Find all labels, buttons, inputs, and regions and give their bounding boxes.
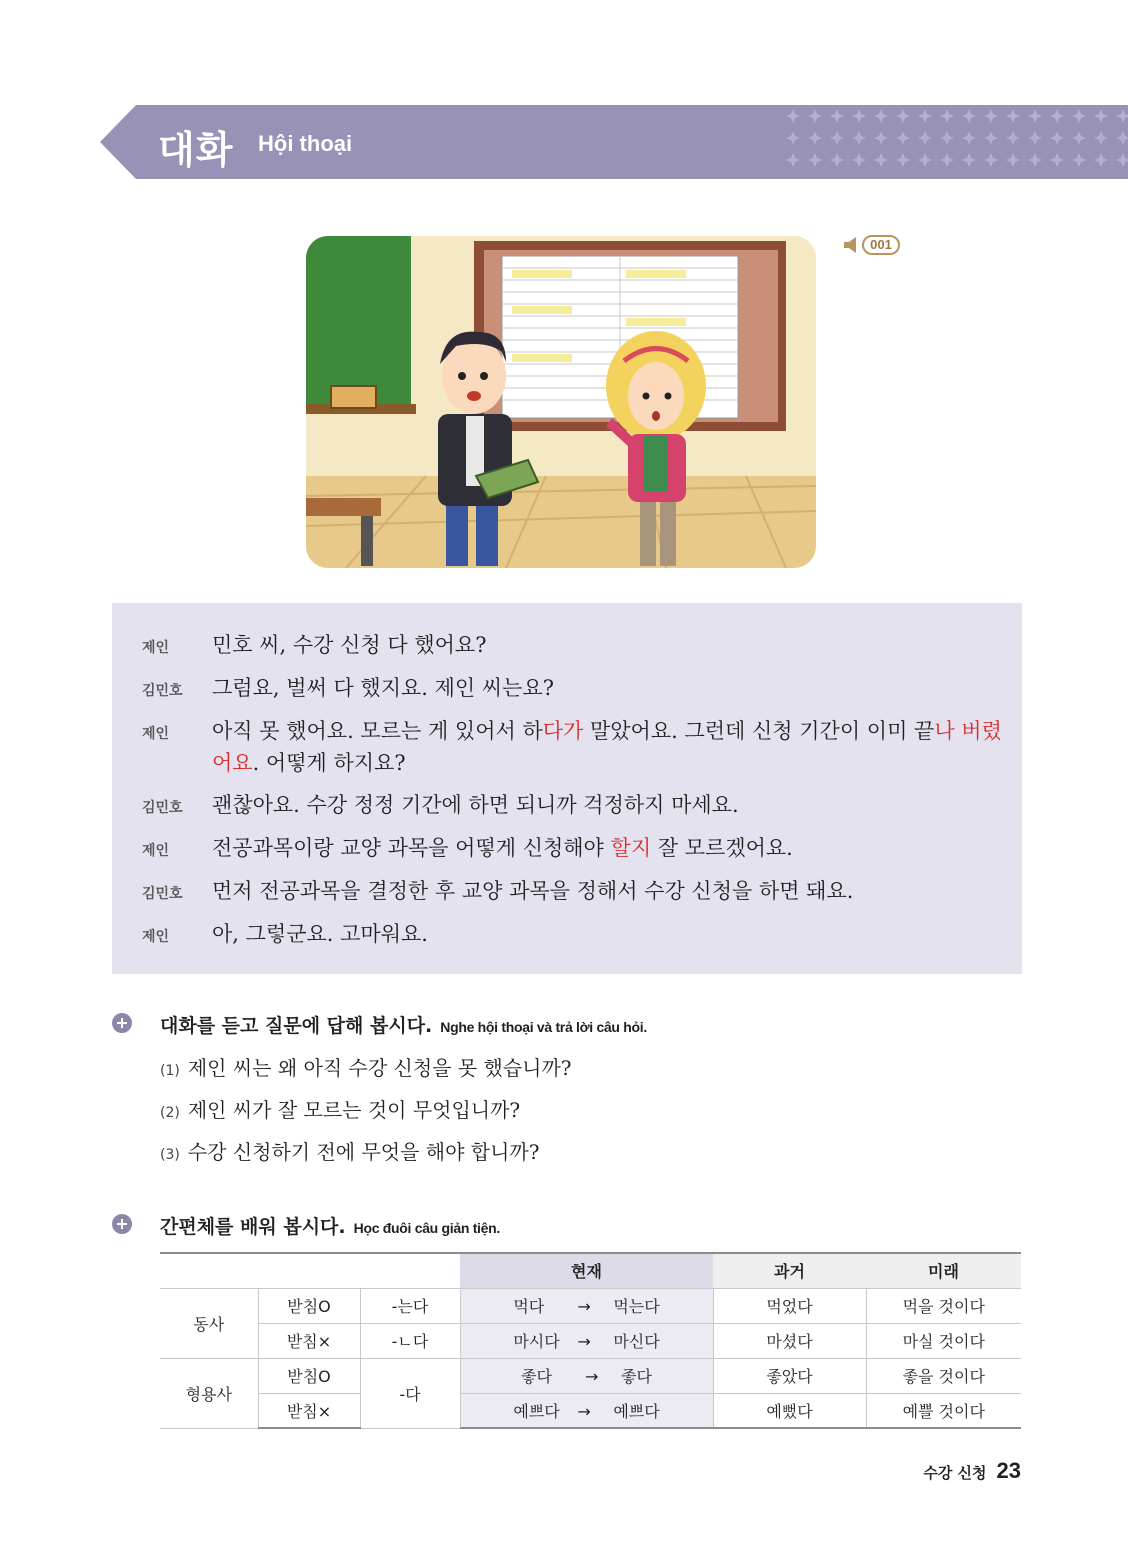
present-cell [460, 1323, 713, 1358]
speech-part: 전공과목이랑 교양 과목을 어떻게 신청해야 [212, 836, 611, 860]
grammar-table [160, 1252, 1021, 1429]
section-title: 대화 [158, 128, 234, 172]
ending-cell: -는다 [360, 1288, 460, 1323]
plus-circle-icon [112, 1214, 132, 1234]
future-cell: 좋을 것이다 [866, 1358, 1021, 1393]
future-cell: 예쁠 것이다 [866, 1393, 1021, 1428]
speech-text [212, 715, 1002, 779]
speech-text: 괜찮아요. 수강 정정 기간에 하면 되니까 걱정하지 마세요. [212, 793, 739, 817]
question-number: (3) [160, 1147, 180, 1163]
question-item [160, 1136, 539, 1165]
speaker-name: 김민호 [142, 683, 183, 699]
audio-track[interactable] [842, 233, 902, 257]
speaker-name: 제인 [142, 843, 170, 859]
speech-text: 먼저 전공과목을 결정한 후 교양 과목을 정해서 수강 신청을 하면 돼요. [212, 879, 854, 903]
exercise-title [160, 1212, 500, 1239]
page-footer [923, 1458, 1021, 1484]
table-row [160, 1288, 1021, 1323]
arrow-icon: → [577, 1297, 591, 1316]
arrow-icon: → [585, 1367, 599, 1386]
present-form: 예쁘다 [613, 1401, 660, 1421]
past-cell: 좋았다 [713, 1358, 866, 1393]
speaker-name: 제인 [142, 640, 170, 656]
present-form: 먹는다 [613, 1297, 660, 1316]
ending-cell: -다 [360, 1358, 460, 1428]
past-cell: 예뻤다 [713, 1393, 866, 1428]
question-text: 제인 씨는 왜 아직 수강 신청을 못 했습니까? [187, 1056, 572, 1080]
speaker-name: 김민호 [142, 800, 183, 816]
category-adjective: 형용사 [160, 1358, 258, 1428]
speech-text: 민호 씨, 수강 신청 다 했어요? [212, 633, 487, 657]
future-cell: 마실 것이다 [866, 1323, 1021, 1358]
exercise-title-ko: 대화를 듣고 질문에 답해 봅시다. [160, 1015, 433, 1037]
present-cell [460, 1358, 713, 1393]
base-form: 먹다 [513, 1297, 545, 1316]
header-future: 미래 [866, 1253, 1021, 1288]
category-verb: 동사 [160, 1288, 258, 1358]
question-item [160, 1052, 572, 1081]
past-cell: 마셨다 [713, 1323, 866, 1358]
exercise-title-vi: Học đuôi câu giản tiện. [353, 1220, 500, 1236]
present-form: 마신다 [613, 1332, 660, 1351]
question-number: (2) [160, 1105, 180, 1121]
header-past: 과거 [713, 1253, 866, 1288]
table-row [160, 1323, 1021, 1358]
speaker-name: 김민호 [142, 886, 183, 902]
exercise-title-ko: 간편체를 배워 봅시다. [160, 1216, 346, 1238]
exercise-title-vi: Nghe hội thoại và trả lời câu hỏi. [440, 1019, 647, 1035]
plus-circle-icon [112, 1013, 132, 1033]
question-number: (1) [160, 1063, 180, 1079]
dialogue-box [112, 603, 1022, 974]
chapter-name: 수강 신청 [923, 1464, 987, 1482]
section-subtitle: Hội thoại [258, 131, 353, 156]
speech-part: 아직 못 했어요. 모르는 게 있어서 하 [212, 719, 543, 743]
speaker-name: 제인 [142, 726, 170, 742]
header-present: 현재 [460, 1253, 713, 1288]
batchim-cell: 받침× [258, 1393, 360, 1428]
base-form: 마시다 [513, 1332, 560, 1351]
highlight-grammar: 할지 [610, 836, 652, 860]
question-text: 제인 씨가 잘 모르는 것이 무엇입니까? [187, 1098, 521, 1122]
speech-part: 잘 모르겠어요. [651, 836, 793, 860]
future-cell: 먹을 것이다 [866, 1288, 1021, 1323]
base-form: 예쁘다 [513, 1401, 560, 1421]
question-text: 수강 신청하기 전에 무엇을 해야 합니까? [187, 1140, 540, 1164]
question-item [160, 1094, 520, 1123]
base-form: 좋다 [521, 1367, 552, 1386]
highlight-grammar: 다가 [542, 719, 584, 743]
speech-part: 말았어요. 그런데 신청 기간이 이미 끝 [583, 719, 935, 743]
present-cell [460, 1393, 713, 1428]
table-row [160, 1393, 1021, 1428]
ending-cell: -ㄴ다 [360, 1323, 460, 1358]
banner-shape [100, 105, 1128, 179]
speech-text: 그럼요, 벌써 다 했지요. 제인 씨는요? [212, 676, 554, 700]
present-form: 좋다 [621, 1367, 652, 1386]
arrow-icon: → [577, 1332, 591, 1351]
batchim-cell: 받침O [258, 1358, 360, 1393]
past-cell: 먹었다 [713, 1288, 866, 1323]
speech-part: . 어떻게 하지요? [252, 751, 406, 775]
highlight-grammar: 나 버렸 [934, 719, 1002, 743]
speaker-name: 제인 [142, 929, 170, 945]
header-blank [160, 1253, 460, 1288]
track-number: 001 [862, 235, 900, 255]
batchim-cell: 받침O [258, 1288, 360, 1323]
table-row [160, 1358, 1021, 1393]
table-header-row [160, 1253, 1021, 1288]
dialogue-illustration [306, 236, 816, 568]
speaker-icon [842, 236, 862, 254]
present-cell [460, 1288, 713, 1323]
batchim-cell: 받침× [258, 1323, 360, 1358]
page-number: 23 [996, 1458, 1021, 1483]
exercise-title [160, 1011, 647, 1038]
arrow-icon: → [577, 1401, 591, 1421]
speech-text [212, 832, 1002, 864]
section-banner [100, 105, 1128, 179]
highlight-grammar: 어요 [212, 751, 253, 775]
speech-text: 아, 그렇군요. 고마워요. [212, 922, 428, 946]
